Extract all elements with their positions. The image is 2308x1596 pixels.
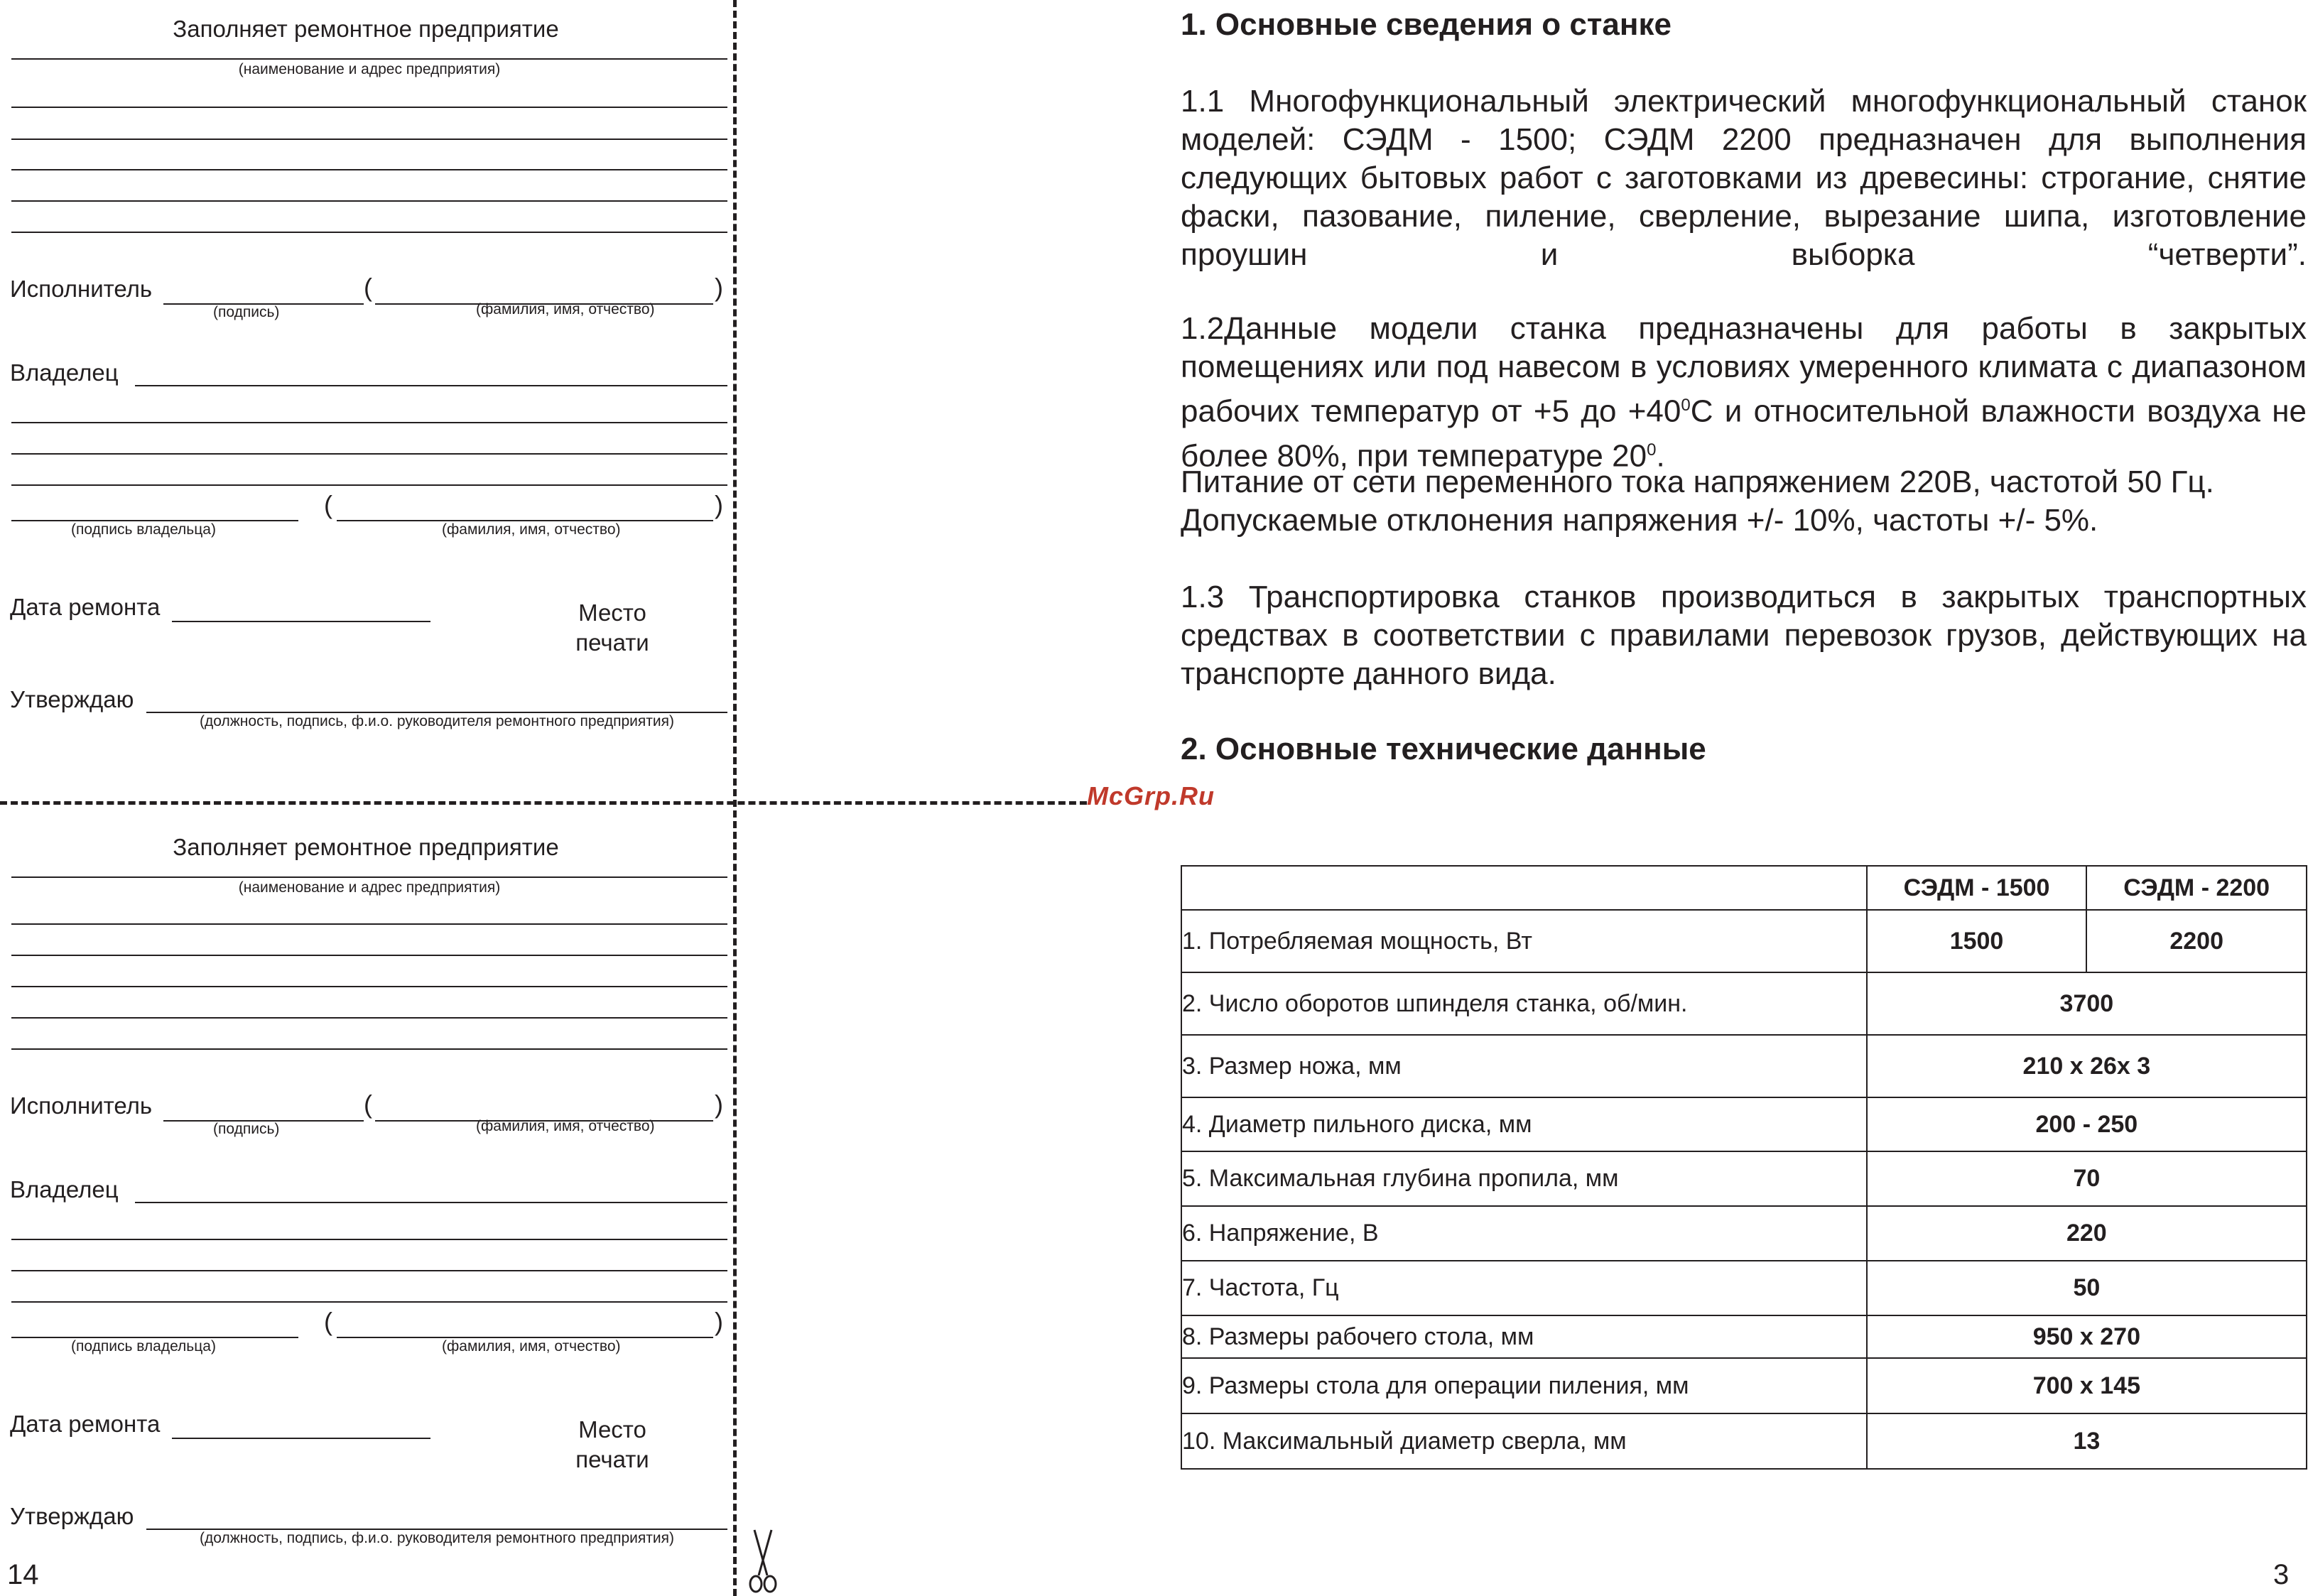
- paragraph-1-1: 1.1 Многофункциональный электрический многофункциональный станок моделей: СЭДМ - 1500; СЭДМ 2200 предназначен для выполнения следующих бытовых работ с заготовками из древесины: строгание, снятие фаски, пазование, пиление, сверление, вырезание шипа, изготовление проушин и выборка “четверти”.: [1181, 84, 2307, 272]
- table-row: [1181, 1035, 2307, 1097]
- p1-2-part-b: С и относительной влажности воздуха не более 80%, при температуре 20: [1181, 393, 2307, 474]
- blank-line[interactable]: [11, 1017, 727, 1019]
- section1-title: 1. Основные сведения о станке: [1181, 7, 1672, 42]
- owner-label: Владелец: [10, 1176, 119, 1203]
- value-cell: 700 х 145: [1867, 1358, 2307, 1413]
- enterprise-caption: (наименование и адрес предприятия): [238, 61, 501, 77]
- value-cell: 13: [1867, 1413, 2307, 1469]
- table-row: [1181, 972, 2307, 1035]
- owner-label: Владелец: [10, 359, 119, 386]
- param-cell: 9. Размеры стола для операции пиления, мм: [1181, 1358, 1867, 1413]
- paragraph-1-3: 1.3 Транспортировка станков производиться в закрытых транспортных средствах в соответствии с правилами перевозок грузов, действующих на транспорте данного вида.: [1181, 580, 2307, 691]
- repair-date-line[interactable]: [172, 1438, 430, 1439]
- table-row: [1181, 1261, 2307, 1315]
- param-cell: 2. Число оборотов шпинделя станка, об/мин.: [1181, 972, 1867, 1035]
- table-row: [1181, 910, 2307, 972]
- stamp-place: [548, 598, 676, 658]
- technical-data-table: [1181, 865, 2307, 1470]
- horizontal-cut-line: [0, 801, 1087, 805]
- repair-date-label: Дата ремонта: [10, 594, 161, 620]
- value-cell: 1500: [1867, 910, 2087, 972]
- table-header-sedm-2200: СЭДМ - 2200: [2086, 866, 2307, 910]
- enterprise-caption: (наименование и адрес предприятия): [238, 879, 501, 896]
- signature-caption: (подпись): [213, 304, 280, 320]
- stamp-place: [548, 1415, 676, 1475]
- stamp-line2: печати: [575, 1446, 649, 1472]
- value-cell: 70: [1867, 1151, 2307, 1206]
- blank-line[interactable]: [11, 955, 727, 956]
- value-cell: 200 - 250: [1867, 1097, 2307, 1151]
- value-cell: 950 х 270: [1867, 1315, 2307, 1358]
- repair-date-label: Дата ремонта: [10, 1411, 161, 1437]
- page-number-right: 3: [2273, 1559, 2290, 1590]
- blank-line[interactable]: [11, 484, 727, 486]
- param-cell: 6. Напряжение, В: [1181, 1206, 1867, 1261]
- scissors-icon: [747, 1529, 779, 1594]
- executor-label: Исполнитель: [10, 276, 153, 302]
- executor-label: Исполнитель: [10, 1092, 153, 1119]
- table-row: [1181, 1315, 2307, 1358]
- owner-signature-caption: (подпись владельца): [71, 1338, 216, 1355]
- blank-line[interactable]: [11, 232, 727, 233]
- blank-line[interactable]: [11, 1270, 727, 1271]
- stamp-line1: Место: [578, 599, 646, 626]
- param-cell: 7. Частота, Гц: [1181, 1261, 1867, 1315]
- approve-label: Утверждаю: [10, 1503, 134, 1529]
- repair-date-line[interactable]: [172, 621, 430, 622]
- owner-line[interactable]: [135, 385, 727, 386]
- blank-line[interactable]: [11, 200, 727, 202]
- value-cell: 2200: [2086, 910, 2307, 972]
- blank-line[interactable]: [11, 139, 727, 140]
- blank-line[interactable]: [11, 986, 727, 987]
- blank-line[interactable]: [11, 1048, 727, 1050]
- watermark: McGrp.Ru: [1087, 781, 1215, 810]
- blank-line[interactable]: [11, 1301, 727, 1303]
- paragraph-1-2: [1181, 310, 2307, 475]
- open-paren: (: [364, 1090, 372, 1119]
- p1-2-part-a: 1.2Данные модели станка предназначены для работы в закрытых помещениях или под навесом в условиях умеренного климата с диапазоном рабочих температур от +5 до +40: [1181, 311, 2307, 429]
- section2-title: 2. Основные технические данные: [1181, 732, 1706, 766]
- table-row: [1181, 1151, 2307, 1206]
- degree-superscript: 0: [1681, 396, 1691, 415]
- blank-line[interactable]: [11, 923, 727, 925]
- stamp-line1: Место: [578, 1416, 646, 1443]
- param-cell: 8. Размеры рабочего стола, мм: [1181, 1315, 1867, 1358]
- owner-line[interactable]: [135, 1202, 727, 1203]
- degree-superscript: 0: [1647, 440, 1657, 460]
- value-cell: 220: [1867, 1206, 2307, 1261]
- approve-caption: (должность, подпись, ф.и.о. руководителя ремонтного предприятия): [200, 1530, 674, 1546]
- close-paren: ): [715, 273, 723, 302]
- param-cell: 1. Потребляемая мощность, Вт: [1181, 910, 1867, 972]
- open-paren: (: [364, 273, 372, 302]
- fullname-caption: (фамилия, имя, отчество): [476, 301, 655, 317]
- open-paren: (: [324, 1307, 332, 1336]
- param-cell: 3. Размер ножа, мм: [1181, 1035, 1867, 1097]
- stamp-line2: печати: [575, 629, 649, 656]
- close-paren: ): [715, 1090, 723, 1119]
- open-paren: (: [324, 490, 332, 519]
- blank-line[interactable]: [11, 169, 727, 170]
- approve-caption: (должность, подпись, ф.и.о. руководителя ремонтного предприятия): [200, 713, 674, 729]
- fullname-caption: (фамилия, имя, отчество): [442, 1338, 621, 1355]
- p1-2-part-c: .: [1656, 438, 1665, 474]
- value-cell: 50: [1867, 1261, 2307, 1315]
- blank-line[interactable]: [11, 422, 727, 423]
- value-cell: 210 х 26х 3: [1867, 1035, 2307, 1097]
- approve-label: Утверждаю: [10, 686, 134, 712]
- table-header-sedm-1500: СЭДМ - 1500: [1867, 866, 2087, 910]
- page-number-left: 14: [7, 1559, 39, 1590]
- power-line: Питание от сети переменного тока напряжением 220В, частотой 50 Гц.: [1181, 465, 2214, 499]
- table-row: [1181, 1097, 2307, 1151]
- table-row: [1181, 1206, 2307, 1261]
- form-heading: Заполняет ремонтное предприятие: [173, 16, 559, 42]
- form-heading: Заполняет ремонтное предприятие: [173, 834, 559, 860]
- fullname-caption: (фамилия, имя, отчество): [476, 1118, 655, 1134]
- blank-line[interactable]: [11, 453, 727, 455]
- table-header-empty: [1181, 866, 1867, 910]
- param-cell: 10. Максимальный диаметр сверла, мм: [1181, 1413, 1867, 1469]
- close-paren: ): [715, 1307, 723, 1336]
- fullname-caption: (фамилия, имя, отчество): [442, 521, 621, 538]
- signature-caption: (подпись): [213, 1121, 280, 1137]
- table-header-row: [1181, 866, 2307, 910]
- vertical-cut-line: [733, 0, 737, 1596]
- param-cell: 5. Максимальная глубина пропила, мм: [1181, 1151, 1867, 1206]
- deviation-line: Допускаемые отклонения напряжения +/- 10%, частоты +/- 5%.: [1181, 503, 2098, 538]
- enterprise-line[interactable]: [11, 58, 727, 60]
- enterprise-line[interactable]: [11, 876, 727, 878]
- table-row: [1181, 1413, 2307, 1469]
- table-row: [1181, 1358, 2307, 1413]
- value-cell: 3700: [1867, 972, 2307, 1035]
- blank-line[interactable]: [11, 1239, 727, 1240]
- owner-signature-caption: (подпись владельца): [71, 521, 216, 538]
- blank-line[interactable]: [11, 107, 727, 108]
- param-cell: 4. Диаметр пильного диска, мм: [1181, 1097, 1867, 1151]
- close-paren: ): [715, 490, 723, 519]
